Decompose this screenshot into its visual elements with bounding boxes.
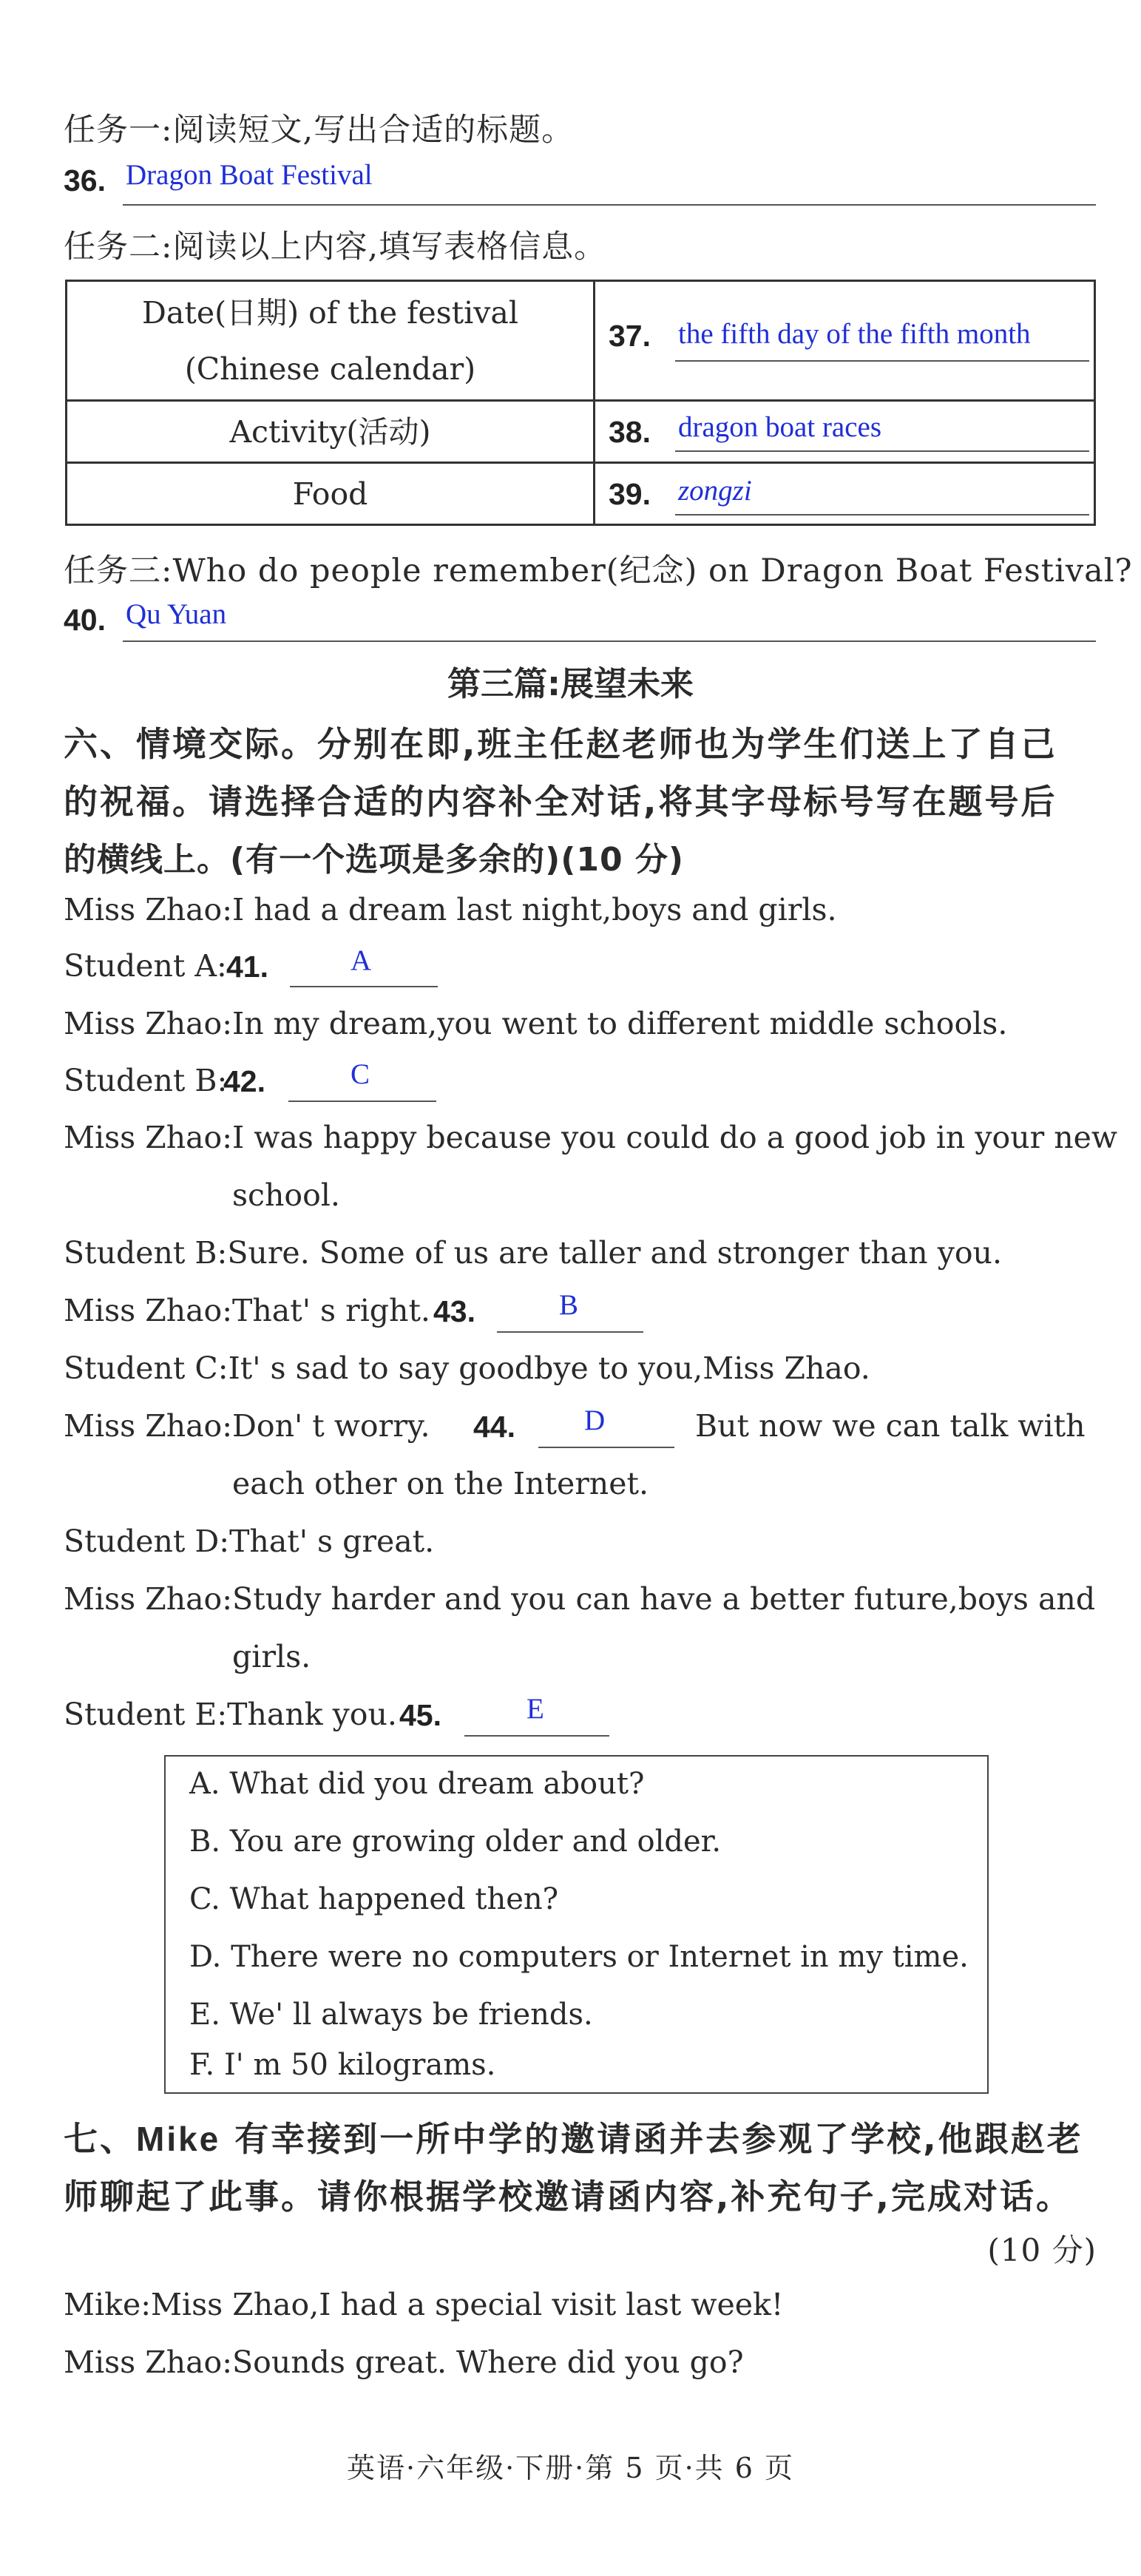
activity-label-cell: Activity(活动) — [67, 401, 595, 463]
section-heading: 第三篇:展望未来 — [447, 664, 694, 703]
food-label-cell: Food — [67, 463, 595, 525]
task3-title: 任务三:Who do people remember(纪念) on Dragon Boat Festival? — [64, 552, 1133, 589]
dialogue-line: Miss Zhao:Sounds great. Where did you go? — [64, 2345, 744, 2380]
answer-44: D — [584, 1404, 606, 1436]
dialogue-line: Miss Zhao:Don' t worry. — [64, 1408, 430, 1444]
dialogue-line-continued: each other on the Internet. — [232, 1466, 649, 1501]
answer-line-43 — [497, 1331, 643, 1333]
dialogue-line: Miss Zhao:Study harder and you can have a better future,boys and — [64, 1581, 1096, 1617]
dialogue-line: Miss Zhao:I had a dream last night,boys and girls. — [64, 892, 837, 927]
options-box — [164, 1755, 989, 2094]
dialogue-line: Miss Zhao:I was happy because you could do a good job in your new — [64, 1120, 1118, 1155]
answer-line-42 — [288, 1101, 436, 1102]
answer-line-45 — [464, 1735, 609, 1737]
answer-line-40 — [123, 640, 1096, 642]
answer-line-38 — [675, 450, 1089, 452]
option-a: A. What did you dream about? — [189, 1767, 645, 1801]
dialogue-line: Student C:It' s sad to say goodbye to you,Miss Zhao. — [64, 1350, 870, 1386]
dialogue-line: Mike:Miss Zhao,I had a special visit last week! — [64, 2287, 784, 2322]
part7-score: (10 分) — [987, 2232, 1097, 2268]
answer-42: C — [351, 1058, 370, 1090]
dialogue-line: Miss Zhao:In my dream,you went to different middle schools. — [64, 1006, 1008, 1041]
student-b-speaker: Student B: — [64, 1063, 228, 1098]
part6-instruction-line3: 的横线上。(有一个选项是多余的)(10 分) — [64, 841, 684, 879]
part7-instruction-line1 — [64, 2112, 1083, 2161]
answer-38: dragon boat races — [678, 411, 882, 443]
answer-line-39 — [675, 514, 1089, 515]
part7-prefix: 七、 — [64, 2119, 136, 2159]
part7-name: Mike — [136, 2120, 221, 2158]
activity-answer-cell — [595, 401, 1095, 463]
answer-41: A — [351, 944, 372, 976]
dialogue-line-continued: school. — [232, 1177, 340, 1213]
answer-36: Dragon Boat Festival — [126, 159, 373, 191]
option-c: C. What happened then? — [189, 1882, 559, 1916]
festival-info-table — [65, 280, 1096, 526]
answer-line-41 — [290, 986, 438, 987]
answer-line-36 — [123, 204, 1096, 206]
question-45-number: 45. — [399, 1698, 441, 1732]
date-label-line1: Date(日期) of the festival — [142, 294, 518, 331]
table-row — [67, 463, 1095, 525]
dialogue-line-continued: girls. — [232, 1639, 311, 1674]
answer-43: B — [559, 1289, 579, 1321]
part6-instruction-line2: 的祝福。请选择合适的内容补全对话,将其字母标号写在题号后 — [64, 782, 1057, 822]
question-37-number: 37. — [609, 319, 651, 353]
answer-40: Qu Yuan — [126, 598, 227, 630]
dialogue-line: Student B:Sure. Some of us are taller and stronger than you. — [64, 1235, 1002, 1271]
question-36-number: 36. — [64, 163, 106, 197]
dialogue-line: Student D:That' s great. — [64, 1524, 435, 1559]
table-row — [67, 401, 1095, 463]
question-39-number: 39. — [609, 477, 651, 511]
answer-37: the fifth day of the fifth month — [678, 318, 1031, 350]
option-b: B. You are growing older and older. — [189, 1825, 722, 1859]
question-38-number: 38. — [609, 415, 651, 449]
part7-instruction-line2: 师聊起了此事。请你根据学校邀请函内容,补充句子,完成对话。 — [64, 2177, 1072, 2217]
answer-line-44 — [538, 1447, 674, 1448]
dialogue-line: Miss Zhao:That' s right. — [64, 1293, 430, 1328]
date-label-line2: (Chinese calendar) — [184, 351, 476, 387]
option-e: E. We' ll always be friends. — [189, 1998, 593, 2032]
question-42-number: 42. — [223, 1064, 265, 1098]
page-footer: 英语·六年级·下册·第 5 页·共 6 页 — [347, 2452, 794, 2484]
answer-line-37 — [675, 360, 1089, 362]
task1-title: 任务一:阅读短文,写出合适的标题。 — [64, 112, 575, 149]
question-40-number: 40. — [64, 603, 106, 637]
food-answer-cell — [595, 463, 1095, 525]
answer-45: E — [527, 1693, 544, 1725]
question-44-number: 44. — [473, 1410, 515, 1444]
option-f: F. I' m 50 kilograms. — [189, 2048, 496, 2082]
answer-39: zongzi — [678, 475, 752, 507]
table-row — [67, 281, 1095, 401]
part7-rest: 有幸接到一所中学的邀请函并去参观了学校,他跟赵老 — [220, 2119, 1083, 2159]
option-d: D. There were no computers or Internet in my time. — [189, 1940, 969, 1974]
question-43-number: 43. — [433, 1294, 475, 1328]
date-answer-cell — [595, 281, 1095, 401]
date-label-cell — [67, 281, 595, 401]
question-41-number: 41. — [226, 950, 268, 984]
dialogue-line: Student E:Thank you. — [64, 1697, 397, 1732]
task2-title: 任务二:阅读以上内容,填写表格信息。 — [64, 229, 607, 266]
dialogue-line-tail: But now we can talk with — [695, 1408, 1086, 1444]
student-a-speaker: Student A: — [64, 948, 227, 984]
part6-instruction-line1: 六、情境交际。分别在即,班主任赵老师也为学生们送上了自己 — [64, 724, 1057, 764]
